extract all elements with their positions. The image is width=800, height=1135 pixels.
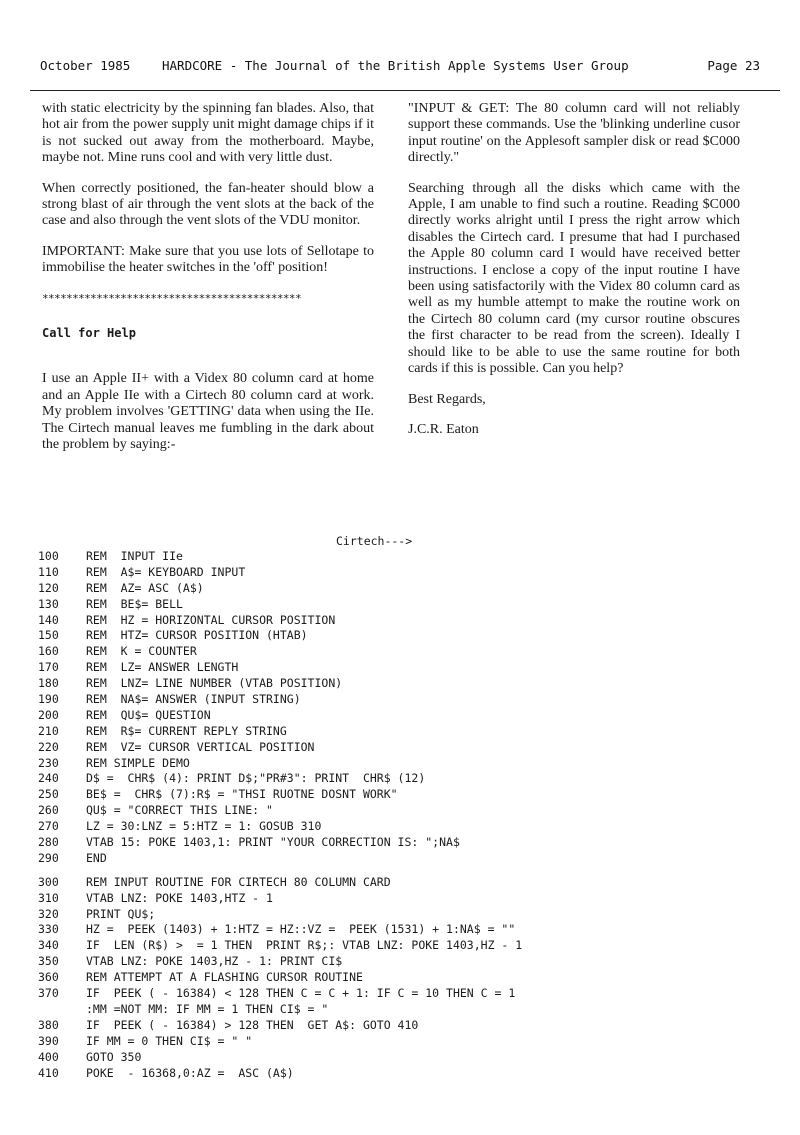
code-line-number: 310 xyxy=(38,890,59,905)
code-line-text: IF PEEK ( - 16384) < 128 THEN C = C + 1: IF C = 10 THEN C = 1 xyxy=(86,986,516,1001)
code-line-number: 140 xyxy=(38,612,59,627)
code-line-text: REM HTZ= CURSOR POSITION (HTAB) xyxy=(86,628,308,643)
code-line-text: REM LZ= ANSWER LENGTH xyxy=(86,660,239,675)
code-line-text: D$ = CHR$ (4): PRINT D$;"PR#3": PRINT CHR$ (12) xyxy=(86,771,426,786)
code-line-number: 410 xyxy=(38,1065,59,1080)
code-line-text: VTAB LNZ: POKE 1403,HTZ - 1 xyxy=(86,890,273,905)
right-paragraph-2: Searching through all the disks which came with the Apple, I am unable to find such a routine. Reading $C000 directly works alright until I press the right arrow which disables the Cirtech card. I presume that had I purchased the Apple 80 column card I would have received better instructions. I enclose a copy of the input routine I have been using satisfactorily with the Videx 80 column card as well as my humble attempt to make the routine work on the Cirtech 80 column card (my cursor routine obscures the first character to be read from the screen). Ideally I should like to be able to use the same routine for both cards if this is possible. Can you help? xyxy=(408,180,740,377)
code-line xyxy=(38,771,778,787)
code-line xyxy=(38,787,778,803)
code-line-number: 400 xyxy=(38,1049,59,1064)
code-line-text: REM VZ= CURSOR VERTICAL POSITION xyxy=(86,739,315,754)
code-line-text: IF MM = 0 THEN CI$ = " " xyxy=(86,1033,253,1048)
code-line-number: 190 xyxy=(38,692,59,707)
code-line xyxy=(38,549,778,565)
code-line xyxy=(38,922,778,938)
code-line-number: 220 xyxy=(38,739,59,754)
code-line-text: :MM =NOT MM: IF MM = 1 THEN CI$ = " xyxy=(86,1001,329,1016)
code-line-text: IF LEN (R$) > = 1 THEN PRINT R$;: VTAB LNZ: POKE 1403,HZ - 1 xyxy=(86,938,523,953)
code-line-text: REM LNZ= LINE NUMBER (VTAB POSITION) xyxy=(86,676,343,691)
code-line xyxy=(38,819,778,835)
code-line xyxy=(38,970,778,986)
header-rule xyxy=(30,90,780,91)
right-column xyxy=(408,101,740,452)
code-line xyxy=(38,660,778,676)
left-paragraph-4: I use an Apple II+ with a Videx 80 column card at home and an Apple IIe with a Cirtech 80 column card at work. My problem involves 'GETTING' data when using the IIe. The Cirtech manual leaves me fumbling in the dark about the problem by saying:- xyxy=(42,371,374,453)
code-block-2 xyxy=(38,875,778,1082)
code-line-number: 270 xyxy=(38,819,59,834)
left-paragraph-2: When correctly positioned, the fan-heater should blow a strong blast of air through the vent slots at the back of the case and also through the vent slots of the VDU monitor. xyxy=(42,180,374,229)
code-line xyxy=(38,756,778,772)
code-line-number: 200 xyxy=(38,707,59,722)
code-line-text: REM HZ = HORIZONTAL CURSOR POSITION xyxy=(86,612,336,627)
code-line-text: REM NA$= ANSWER (INPUT STRING) xyxy=(86,692,301,707)
code-caption: Cirtech---> xyxy=(336,534,413,548)
code-line-number: 180 xyxy=(38,676,59,691)
code-line xyxy=(38,1034,778,1050)
header-page-number: Page 23 xyxy=(707,58,760,73)
right-paragraph-1: "INPUT & GET: The 80 column card will not reliably support these commands. Use the 'blinking underline cusor input routine' on the Applesoft sampler disk or read $C000 directly." xyxy=(408,101,740,166)
code-line-number: 170 xyxy=(38,660,59,675)
code-line xyxy=(38,851,778,867)
code-line-number: 340 xyxy=(38,938,59,953)
code-line-text: LZ = 30:LNZ = 5:HTZ = 1: GOSUB 310 xyxy=(86,819,322,834)
code-line xyxy=(38,628,778,644)
code-line xyxy=(38,938,778,954)
code-line-number xyxy=(38,1002,86,1018)
code-line-text: REM K = COUNTER xyxy=(86,644,197,659)
code-line-text: REM AZ= ASC (A$) xyxy=(86,580,204,595)
code-line xyxy=(38,565,778,581)
left-paragraph-3: IMPORTANT: Make sure that you use lots of Sellotape to immobilise the heater switches in the 'off' position! xyxy=(42,243,374,276)
code-line-number: 160 xyxy=(38,644,59,659)
code-block-1 xyxy=(38,549,778,867)
code-line-number: 390 xyxy=(38,1033,59,1048)
code-listing xyxy=(38,549,778,1081)
header-journal-title: HARDCORE - The Journal of the British Apple Systems User Group xyxy=(162,58,629,73)
code-line-number: 240 xyxy=(38,771,59,786)
code-line-number: 260 xyxy=(38,803,59,818)
code-line xyxy=(38,597,778,613)
code-line xyxy=(38,644,778,660)
left-column xyxy=(42,101,374,468)
section-title: Call for Help xyxy=(42,326,136,341)
code-line xyxy=(38,954,778,970)
code-line-text: REM ATTEMPT AT A FLASHING CURSOR ROUTINE xyxy=(86,970,363,985)
code-line-number: 330 xyxy=(38,922,59,937)
code-line xyxy=(38,1018,778,1034)
code-line-text: REM BE$= BELL xyxy=(86,596,183,611)
code-line xyxy=(38,803,778,819)
code-line xyxy=(38,1002,778,1018)
code-line-text: REM R$= CURRENT REPLY STRING xyxy=(86,723,287,738)
code-line-text: REM INPUT ROUTINE FOR CIRTECH 80 COLUMN CARD xyxy=(86,874,391,889)
left-paragraph-1: with static electricity by the spinning fan blades. Also, that hot air from the power supply unit might damage chips if it is not sucked out away from the motherboard. Maybe, maybe not. Mine runs cool and with very little dust. xyxy=(42,101,374,166)
code-line-text: PRINT QU$; xyxy=(86,906,156,921)
code-line xyxy=(38,724,778,740)
code-line-number: 120 xyxy=(38,580,59,595)
code-line-text: END xyxy=(86,850,107,865)
code-line-text: BE$ = CHR$ (7):R$ = "THSI RUOTNE DOSNT WORK" xyxy=(86,787,398,802)
code-line-text: VTAB 15: POKE 1403,1: PRINT "YOUR CORRECTION IS: ";NA$ xyxy=(86,835,460,850)
author-signature: J.C.R. Eaton xyxy=(408,421,479,437)
code-line-number: 320 xyxy=(38,906,59,921)
code-line-text: GOTO 350 xyxy=(86,1049,142,1064)
code-gap xyxy=(38,867,778,875)
code-line xyxy=(38,907,778,923)
code-line xyxy=(38,708,778,724)
code-line-number: 100 xyxy=(38,549,59,563)
code-line-number: 290 xyxy=(38,850,59,865)
code-line-text: POKE - 16368,0:AZ = ASC (A$) xyxy=(86,1065,294,1080)
code-line-number: 250 xyxy=(38,787,59,802)
code-line-text: REM INPUT IIe xyxy=(86,549,183,563)
code-line-text: HZ = PEEK (1403) + 1:HTZ = HZ::VZ = PEEK (1531) + 1:NA$ = "" xyxy=(86,922,516,937)
code-line-number: 380 xyxy=(38,1017,59,1032)
code-line-text: REM QU$= QUESTION xyxy=(86,707,211,722)
header-date: October 1985 xyxy=(40,58,131,73)
code-line-number: 360 xyxy=(38,970,59,985)
code-line-text: VTAB LNZ: POKE 1403,HZ - 1: PRINT CI$ xyxy=(86,954,343,969)
code-line-number: 150 xyxy=(38,628,59,643)
code-line-text: QU$ = "CORRECT THIS LINE: " xyxy=(86,803,273,818)
code-line xyxy=(38,835,778,851)
code-line-number: 350 xyxy=(38,954,59,969)
code-line-number: 110 xyxy=(38,564,59,579)
code-line xyxy=(38,875,778,891)
code-line-text: REM SIMPLE DEMO xyxy=(86,755,190,770)
code-line-number: 210 xyxy=(38,723,59,738)
code-line xyxy=(38,676,778,692)
code-line xyxy=(38,692,778,708)
code-line xyxy=(38,986,778,1002)
closing-line: Best Regards, xyxy=(408,391,486,407)
code-line-text: REM A$= KEYBOARD INPUT xyxy=(86,564,246,579)
code-line xyxy=(38,1050,778,1066)
code-line xyxy=(38,613,778,629)
code-line-number: 300 xyxy=(38,874,59,889)
code-line xyxy=(38,581,778,597)
code-line-number: 130 xyxy=(38,596,59,611)
code-line-number: 370 xyxy=(38,986,59,1001)
code-line-text: IF PEEK ( - 16384) > 128 THEN GET A$: GOTO 410 xyxy=(86,1017,419,1032)
code-line xyxy=(38,1066,778,1082)
code-line xyxy=(38,891,778,907)
section-separator: ******************************************* xyxy=(42,291,301,305)
code-line xyxy=(38,740,778,756)
code-line-number: 280 xyxy=(38,835,59,850)
page-header xyxy=(40,58,760,82)
code-line-number: 230 xyxy=(38,755,59,770)
